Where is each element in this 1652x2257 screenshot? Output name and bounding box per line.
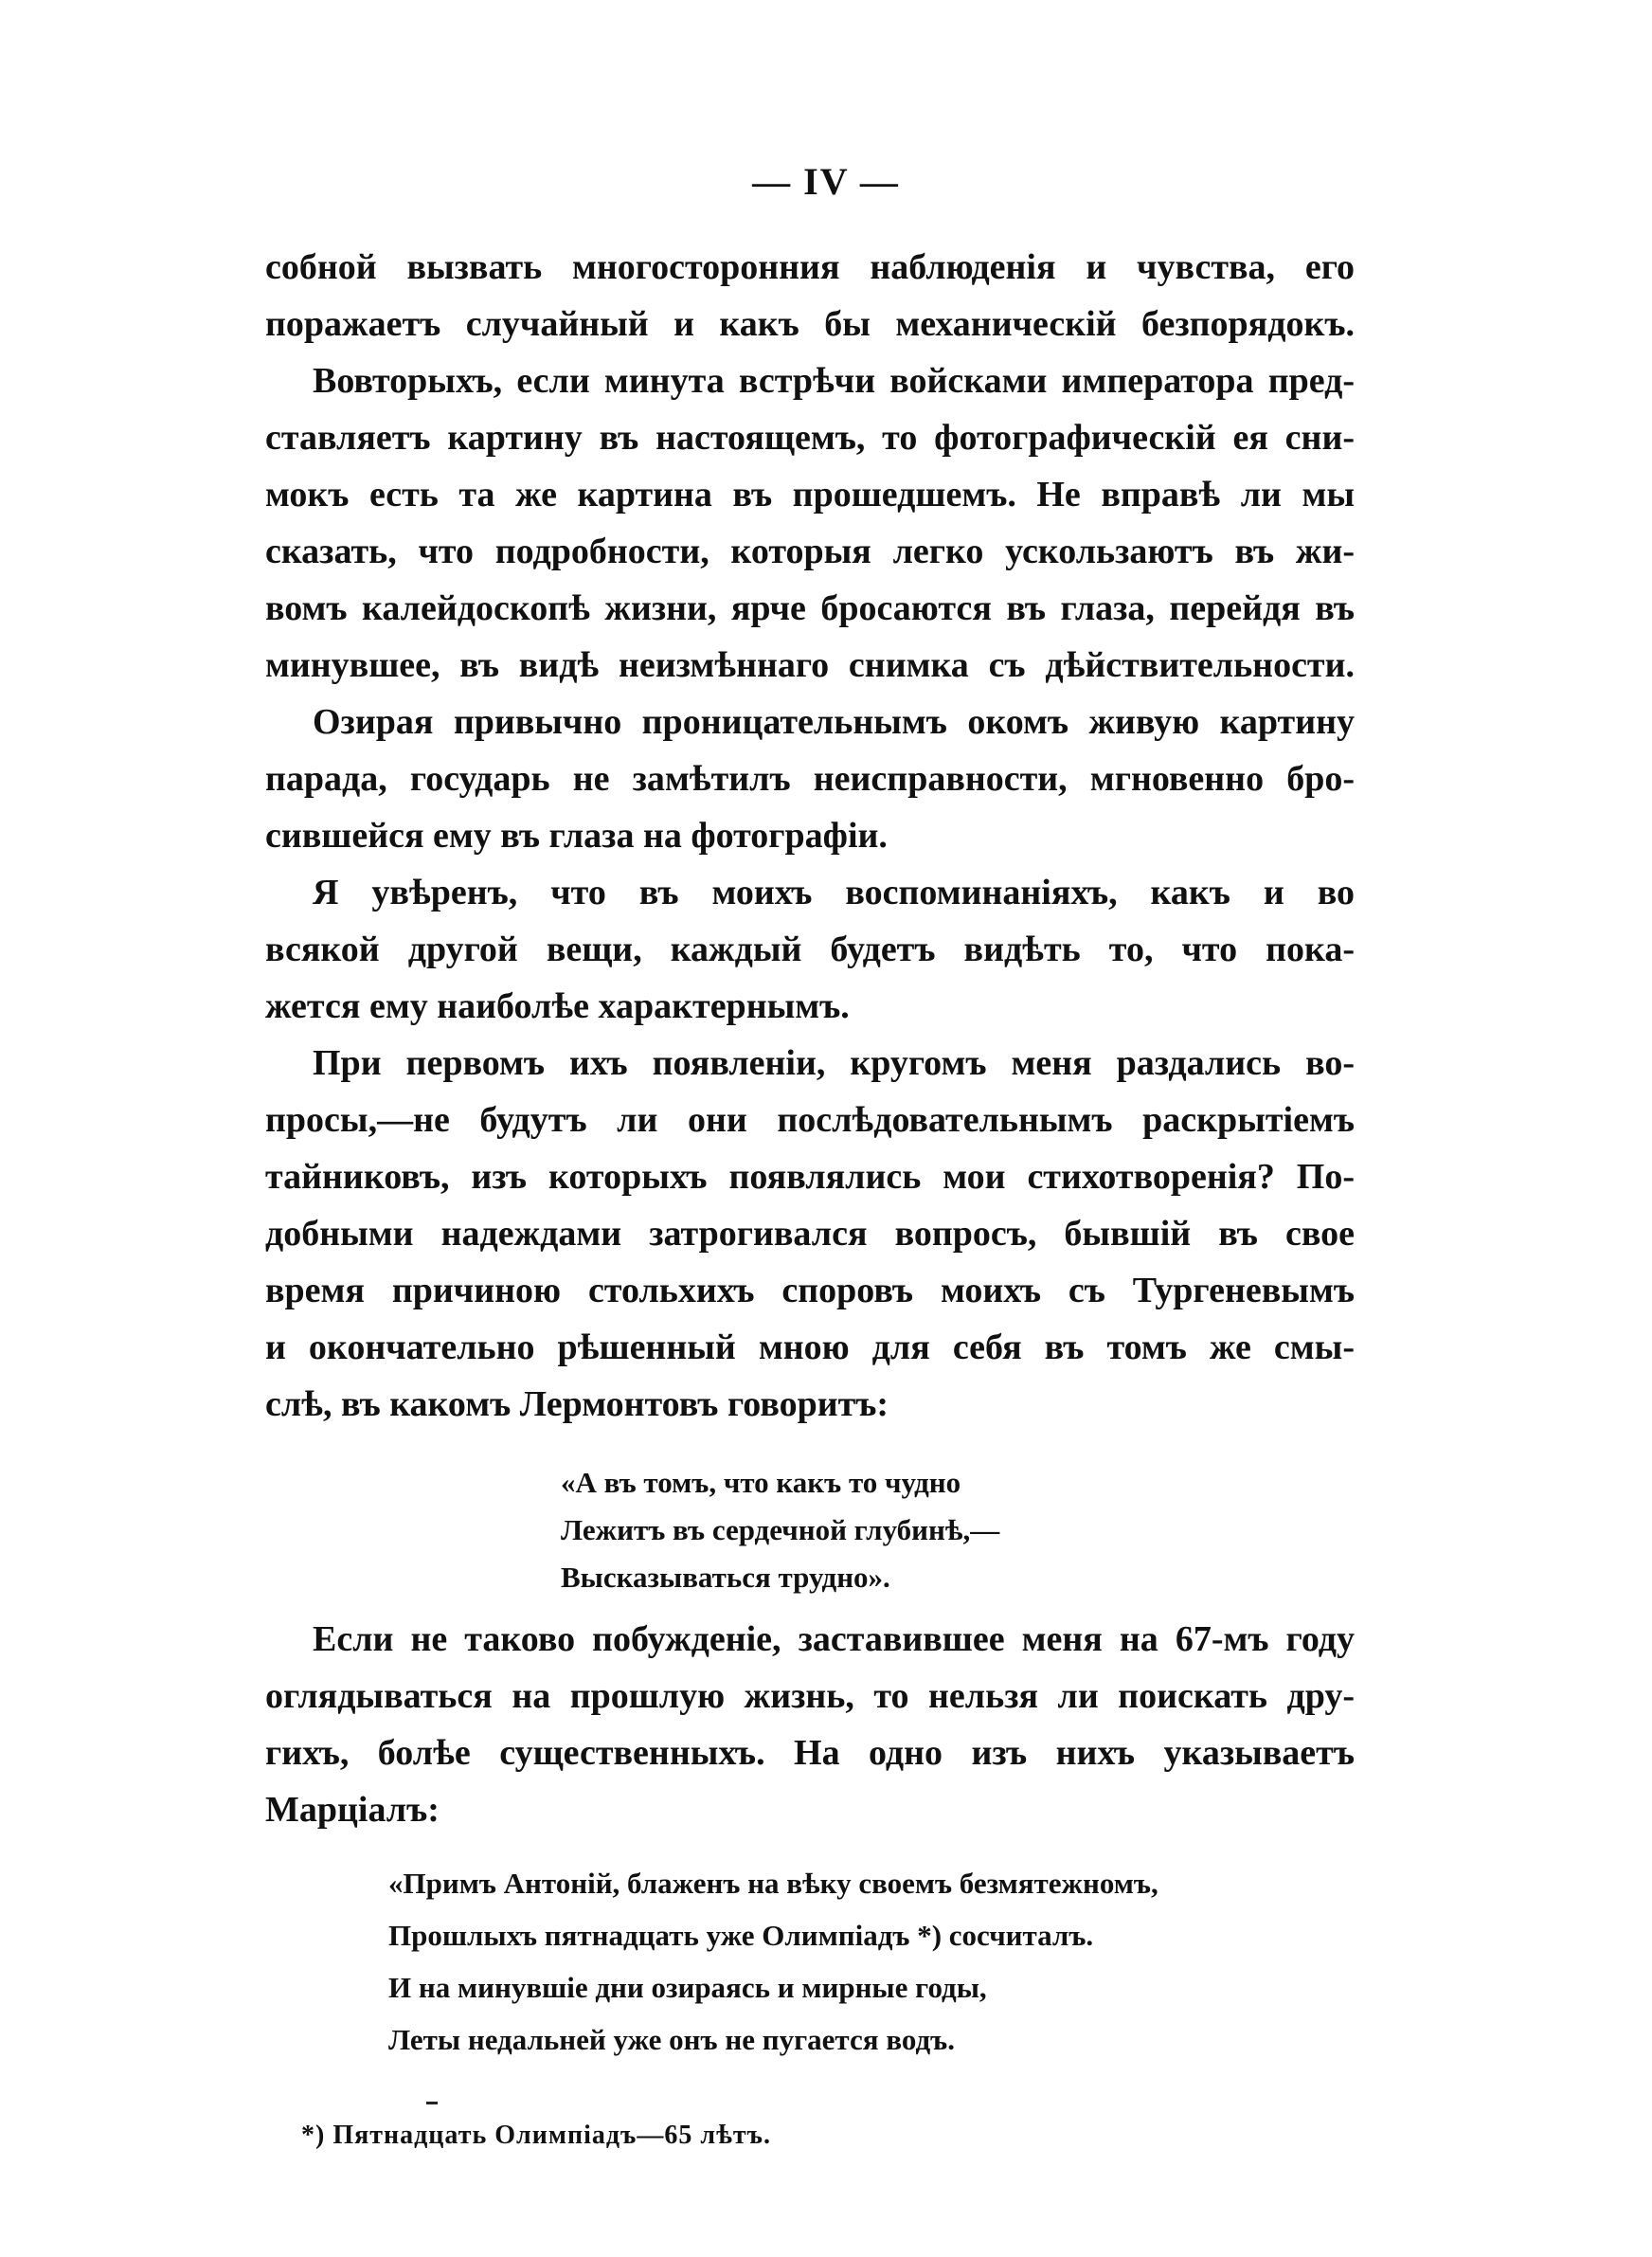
text-line: тайниковъ, изъ которыхъ появлялись мои стихотворенія? По- [265,1157,1355,1197]
verse-line: Лежитъ въ сердечной глубинѣ,— [561,1513,1000,1546]
text-line: гихъ, болѣе существенныхъ. На одно изъ нихъ указываетъ [265,1733,1355,1773]
text-line: мокъ есть та же картина въ прошедшемъ. Не вправѣ ли мы [265,475,1355,515]
text-line: Вовторыхъ, если минута встрѣчи войсками императора пред- [313,361,1355,401]
text-line: минувшее, въ видѣ неизмѣннаго снимка съ дѣйствительности. [265,645,1355,685]
text-line: сившейся ему въ глаза на фотографіи. [265,816,888,856]
verse-line: Высказываться трудно». [561,1561,890,1594]
text-line: парада, государь не замѣтилъ неисправности, мгновенно бро- [265,759,1355,799]
text-line: время причиною стольхихъ споровъ моихъ съ Тургеневымъ [265,1271,1355,1310]
footnote-rule [426,2102,438,2104]
verse-line: «Примъ Антоній, блаженъ на вѣку своемъ безмятежномъ, [388,1867,1158,1900]
text-block-lower [265,1611,1355,1838]
page-number: — IV — [752,160,900,203]
verse-martial [388,1857,1158,2066]
verse-line: Леты недальней уже онъ не пугается водъ. [388,2023,955,2056]
text-line: Я увѣренъ, что въ моихъ воспоминаніяхъ, какъ и во [313,873,1355,912]
text-line: вомъ калейдоскопѣ жизни, ярче бросаются въ глаза, перейдя въ [265,588,1355,628]
text-line: Если не таково побужденіе, заставившее меня на 67-мъ году [313,1619,1355,1659]
text-line: добными надеждами затрогивался вопросъ, бывшій въ свое [265,1214,1355,1254]
text-line: поражаетъ случайный и какъ бы механическій безпорядокъ. [265,304,1355,344]
text-line: При первомъ ихъ появленіи, кругомъ меня раздались во- [313,1043,1355,1083]
text-line: слѣ, въ какомъ Лермонтовъ говоритъ: [265,1384,889,1424]
text-block-upper [265,239,1355,1433]
text-line: просы,—не будутъ ли они послѣдовательнымъ раскрытіемъ [265,1100,1355,1140]
verse-line: «А въ томъ, что какъ то чудно [561,1466,961,1499]
text-line: и окончательно рѣшенный мною для себя въ томъ же смы- [265,1327,1355,1367]
verse-line: И на минувшіе дни озираясь и мирные годы, [388,1971,987,2004]
verse-line: Прошлыхъ пятнадцать уже Олимпіадъ *) сосчиталъ. [388,1919,1094,1952]
text-line: Озирая привычно проницательнымъ окомъ живую картину [313,702,1355,742]
verse-lermontov [561,1459,999,1601]
text-line: Марціалъ: [265,1790,440,1830]
text-line: жется ему наиболѣе характернымъ. [265,986,850,1026]
text-line: всякой другой вещи, каждый будетъ видѣть то, что пока- [265,930,1355,969]
text-line: ставляетъ картину въ настоящемъ, то фотографическій ея сни- [265,418,1355,458]
text-line: сказать, что подробности, которыя легко ускользаютъ въ жи- [265,532,1355,571]
text-line: собной вызвать многосторонния наблюденія и чувства, его [265,247,1355,287]
text-line: оглядываться на прошлую жизнь, то нельзя ли поискать дру- [265,1676,1355,1716]
footnote: *) Пятнадцать Олимпіадъ—65 лѣтъ. [301,2121,771,2150]
